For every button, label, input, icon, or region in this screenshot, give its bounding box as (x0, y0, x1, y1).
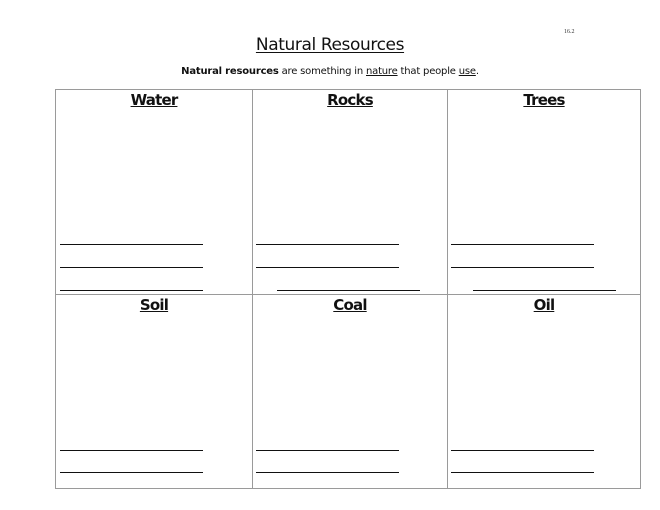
answer-line[interactable] (451, 267, 594, 268)
cell-oil (447, 295, 640, 488)
answer-line[interactable] (256, 267, 399, 268)
cell-heading: Coal (333, 296, 367, 314)
answer-line[interactable] (256, 472, 399, 473)
answer-line[interactable] (60, 472, 203, 473)
cell-heading: Trees (523, 91, 565, 109)
answer-line[interactable] (451, 472, 594, 473)
answer-line[interactable] (277, 290, 420, 291)
definition-text: that people (397, 66, 459, 77)
definition-keyword-use: use (458, 66, 476, 77)
cell-rocks (252, 90, 447, 295)
answer-line[interactable] (60, 290, 203, 291)
definition-term: Natural resources (181, 66, 279, 77)
cell-heading: Rocks (327, 91, 373, 109)
cell-heading: Soil (139, 296, 169, 314)
cell-heading: Oil (533, 296, 555, 314)
page-number: 16.2 (564, 29, 575, 35)
definition-text: . (475, 66, 479, 77)
answer-line[interactable] (451, 450, 594, 451)
cell-water (56, 90, 252, 295)
answer-line[interactable] (60, 267, 203, 268)
cell-soil (56, 295, 252, 488)
answer-line[interactable] (451, 244, 594, 245)
answer-line[interactable] (473, 290, 616, 291)
answer-line[interactable] (256, 450, 399, 451)
cell-heading: Water (130, 91, 178, 109)
worksheet-title: Natural Resources (255, 35, 405, 55)
definition-keyword-nature: nature (366, 66, 398, 77)
cell-coal (252, 295, 447, 488)
resources-grid (55, 89, 641, 489)
answer-line[interactable] (60, 244, 203, 245)
definition-text: are something in (278, 66, 366, 77)
answer-line[interactable] (256, 244, 399, 245)
answer-line[interactable] (60, 450, 203, 451)
worksheet-definition (0, 66, 660, 77)
cell-trees (447, 90, 640, 295)
